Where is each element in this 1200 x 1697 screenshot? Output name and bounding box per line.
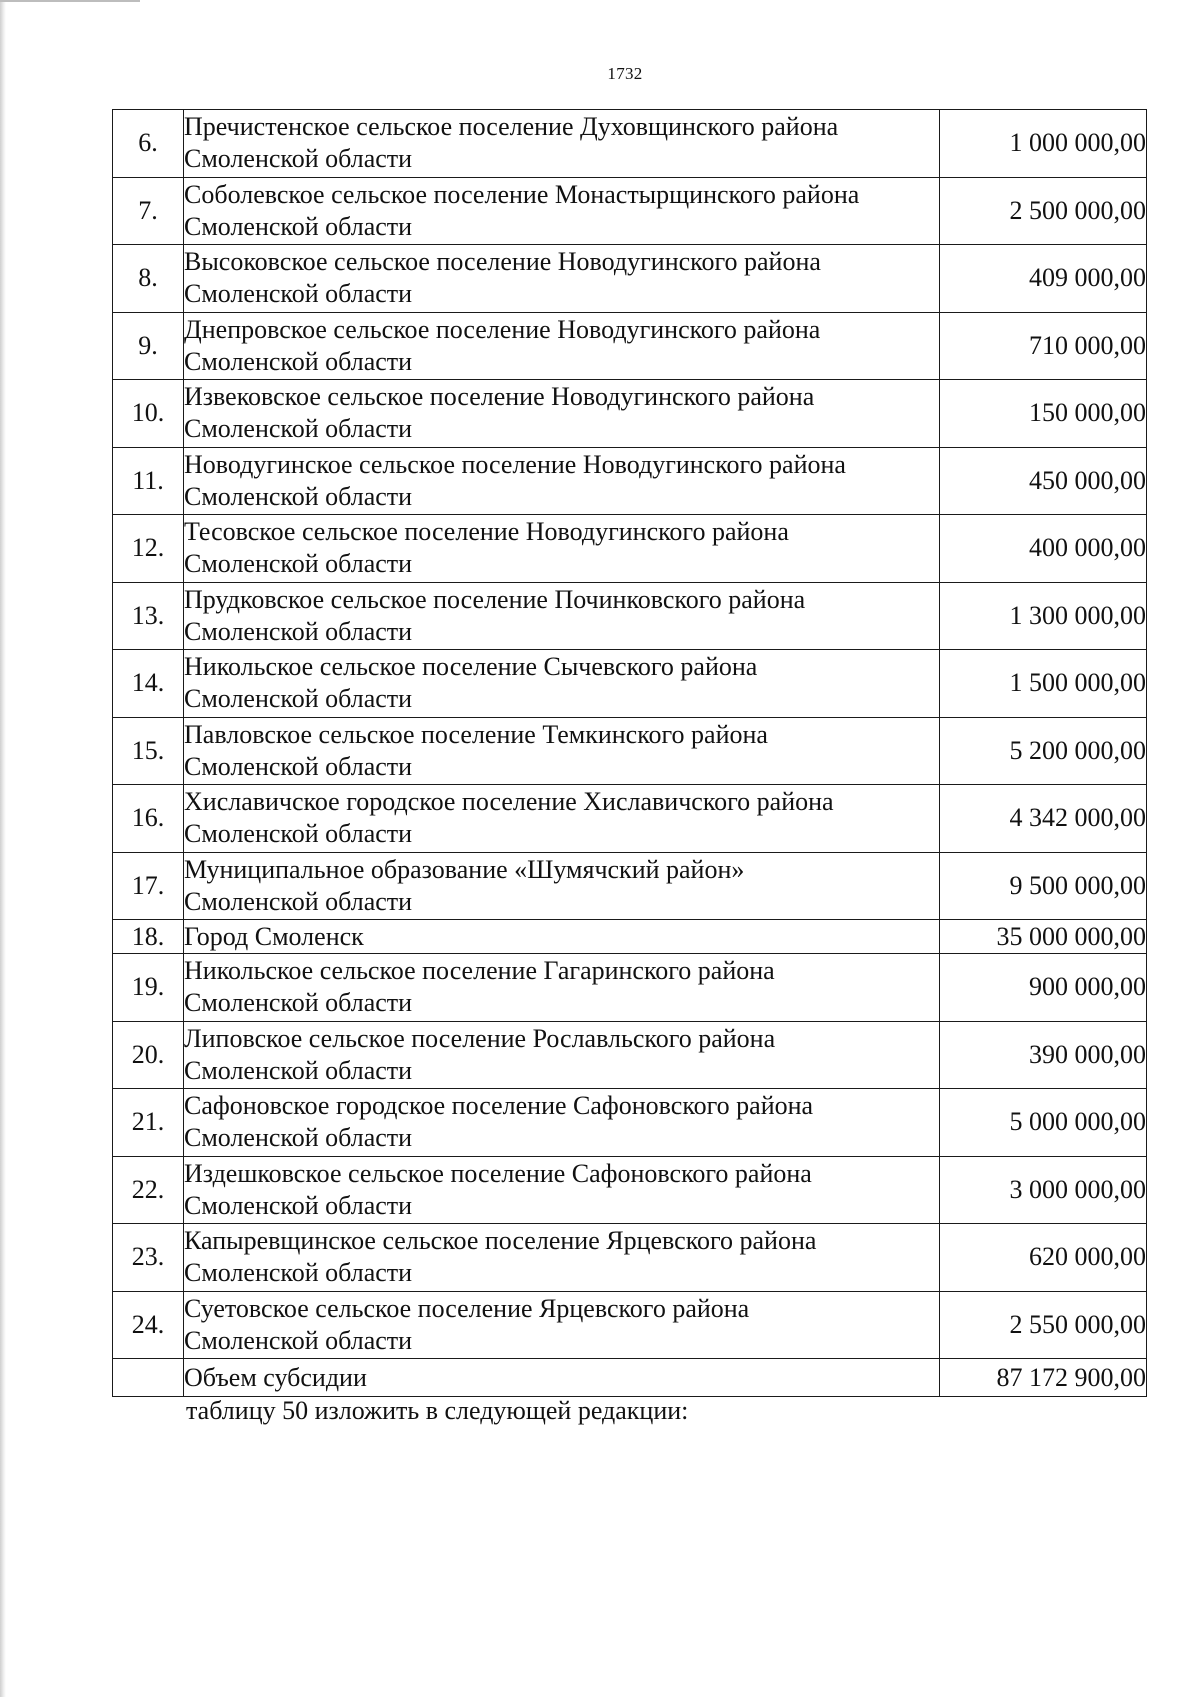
subsidy-amount: 4 342 000,00 bbox=[940, 785, 1147, 853]
name-line-2: Смоленской области bbox=[184, 1055, 413, 1085]
name-line-1: Днепровское сельское поселение Новодугинского района bbox=[184, 314, 821, 344]
name-line-2: Смоленской области bbox=[184, 1190, 413, 1220]
row-number: 6. bbox=[113, 110, 184, 178]
name-line-1: Хиславичское городское поселение Хиславичского района bbox=[184, 787, 834, 817]
table-row bbox=[113, 852, 1147, 920]
name-line-1: Павловское сельское поселение Темкинского района bbox=[184, 719, 768, 749]
subsidy-amount: 9 500 000,00 bbox=[940, 852, 1147, 920]
municipality-name bbox=[184, 1021, 940, 1089]
subsidy-amount: 620 000,00 bbox=[940, 1224, 1147, 1292]
name-line-2: Смоленской области bbox=[184, 414, 413, 444]
table-row bbox=[113, 245, 1147, 313]
name-line-2: Смоленской области bbox=[184, 886, 413, 916]
municipality-name bbox=[184, 1291, 940, 1359]
subsidy-amount: 390 000,00 bbox=[940, 1021, 1147, 1089]
row-number: 21. bbox=[113, 1089, 184, 1157]
subsidy-amount: 2 500 000,00 bbox=[940, 177, 1147, 245]
row-number: 20. bbox=[113, 1021, 184, 1089]
scan-left-edge bbox=[0, 0, 6, 1697]
row-number: 12. bbox=[113, 515, 184, 583]
table-row bbox=[113, 1291, 1147, 1359]
name-line-2: Смоленской области bbox=[184, 211, 413, 241]
table-row bbox=[113, 1224, 1147, 1292]
page-number: 1732 bbox=[607, 64, 643, 83]
subsidy-amount: 5 000 000,00 bbox=[940, 1089, 1147, 1157]
row-number: 22. bbox=[113, 1156, 184, 1224]
name-line-1: Сафоновское городское поселение Сафоновского района bbox=[184, 1091, 814, 1121]
municipality-name bbox=[184, 1089, 940, 1157]
subsidy-amount: 35 000 000,00 bbox=[940, 920, 1147, 954]
name-line-1: Высоковское сельское поселение Новодугинского района bbox=[184, 247, 821, 277]
municipality-name bbox=[184, 920, 940, 954]
subsidy-amount: 1 300 000,00 bbox=[940, 582, 1147, 650]
table-row bbox=[113, 177, 1147, 245]
name-line-1: Соболевское сельское поселение Монастырщинского района bbox=[184, 179, 860, 209]
table-row bbox=[113, 920, 1147, 954]
municipality-name bbox=[184, 717, 940, 785]
scan-top-edge bbox=[0, 0, 140, 2]
name-line-1: Тесовское сельское поселение Новодугинского района bbox=[184, 517, 789, 547]
name-line-1: Пречистенское сельское поселение Духовщинского района bbox=[184, 112, 839, 142]
name-line-2: Смоленской области bbox=[184, 144, 413, 174]
name-line-2: Смоленской области bbox=[184, 751, 413, 781]
municipality-name bbox=[184, 582, 940, 650]
name-line-2: Смоленской области bbox=[184, 346, 413, 376]
table-row bbox=[113, 650, 1147, 718]
row-number: 23. bbox=[113, 1224, 184, 1292]
name-line-1: Никольское сельское поселение Сычевского района bbox=[184, 652, 758, 682]
name-line-2: Смоленской области bbox=[184, 988, 413, 1018]
table-row bbox=[113, 785, 1147, 853]
subsidy-amount: 409 000,00 bbox=[940, 245, 1147, 313]
table-row bbox=[113, 1021, 1147, 1089]
name-line-2: Смоленской области bbox=[184, 684, 413, 714]
row-number: 14. bbox=[113, 650, 184, 718]
name-line-1: Извековское сельское поселение Новодугинского района bbox=[184, 382, 815, 412]
row-number: 17. bbox=[113, 852, 184, 920]
municipality-name bbox=[184, 245, 940, 313]
municipality-name bbox=[184, 110, 940, 178]
municipality-name bbox=[184, 785, 940, 853]
table-row bbox=[113, 110, 1147, 178]
row-number: 18. bbox=[113, 920, 184, 954]
name-line-1: Липовское сельское поселение Рославльского района bbox=[184, 1023, 776, 1053]
municipality-name bbox=[184, 312, 940, 380]
total-row-number bbox=[113, 1359, 184, 1397]
name-line-2: Смоленской области bbox=[184, 279, 413, 309]
municipality-name bbox=[184, 1224, 940, 1292]
subsidy-amount: 1 000 000,00 bbox=[940, 110, 1147, 178]
table-row bbox=[113, 1089, 1147, 1157]
table-row bbox=[113, 447, 1147, 515]
municipality-name bbox=[184, 380, 940, 448]
name-line-2: Смоленской области bbox=[184, 819, 413, 849]
row-number: 10. bbox=[113, 380, 184, 448]
name-line-1: Муниципальное образование «Шумячский район» bbox=[184, 854, 745, 884]
name-line-1: Город Смоленск bbox=[184, 921, 364, 951]
subsidy-amount: 710 000,00 bbox=[940, 312, 1147, 380]
name-line-1: Прудковское сельское поселение Починковского района bbox=[184, 584, 806, 614]
municipality-name bbox=[184, 515, 940, 583]
row-number: 19. bbox=[113, 954, 184, 1022]
subsidy-amount: 900 000,00 bbox=[940, 954, 1147, 1022]
name-line-2: Смоленской области bbox=[184, 481, 413, 511]
name-line-2: Смоленской области bbox=[184, 549, 413, 579]
row-number: 13. bbox=[113, 582, 184, 650]
subsidy-table bbox=[112, 109, 1147, 1397]
table-row bbox=[113, 1156, 1147, 1224]
table-row bbox=[113, 312, 1147, 380]
name-line-2: Смоленской области bbox=[184, 1258, 413, 1288]
row-number: 16. bbox=[113, 785, 184, 853]
name-line-1: Издешковское сельское поселение Сафоновского района bbox=[184, 1158, 812, 1188]
subsidy-amount: 450 000,00 bbox=[940, 447, 1147, 515]
subsidy-amount: 1 500 000,00 bbox=[940, 650, 1147, 718]
name-line-2: Смоленской области bbox=[184, 616, 413, 646]
name-line-1: Никольское сельское поселение Гагаринского района bbox=[184, 956, 775, 986]
subsidy-amount: 400 000,00 bbox=[940, 515, 1147, 583]
name-line-2: Смоленской области bbox=[184, 1325, 413, 1355]
table-row bbox=[113, 582, 1147, 650]
row-number: 24. bbox=[113, 1291, 184, 1359]
row-number: 11. bbox=[113, 447, 184, 515]
municipality-name bbox=[184, 1156, 940, 1224]
municipality-name bbox=[184, 650, 940, 718]
municipality-name bbox=[184, 954, 940, 1022]
table-row bbox=[113, 515, 1147, 583]
subsidy-amount: 3 000 000,00 bbox=[940, 1156, 1147, 1224]
total-row bbox=[113, 1359, 1147, 1397]
subsidy-amount: 5 200 000,00 bbox=[940, 717, 1147, 785]
subsidy-amount: 150 000,00 bbox=[940, 380, 1147, 448]
row-number: 15. bbox=[113, 717, 184, 785]
row-number: 9. bbox=[113, 312, 184, 380]
total-label: Объем субсидии bbox=[184, 1359, 940, 1397]
table-row bbox=[113, 717, 1147, 785]
total-amount: 87 172 900,00 bbox=[940, 1359, 1147, 1397]
table-row bbox=[113, 380, 1147, 448]
row-number: 7. bbox=[113, 177, 184, 245]
name-line-1: Суетовское сельское поселение Ярцевского района bbox=[184, 1293, 750, 1323]
name-line-1: Капыревщинское сельское поселение Ярцевского района bbox=[184, 1226, 817, 1256]
row-number: 8. bbox=[113, 245, 184, 313]
name-line-1: Новодугинское сельское поселение Новодугинского района bbox=[184, 449, 846, 479]
municipality-name bbox=[184, 852, 940, 920]
municipality-name bbox=[184, 447, 940, 515]
name-line-2: Смоленской области bbox=[184, 1123, 413, 1153]
following-instruction-text: таблицу 50 изложить в следующей редакции: bbox=[186, 1396, 689, 1425]
municipality-name bbox=[184, 177, 940, 245]
table-row bbox=[113, 954, 1147, 1022]
subsidy-amount: 2 550 000,00 bbox=[940, 1291, 1147, 1359]
